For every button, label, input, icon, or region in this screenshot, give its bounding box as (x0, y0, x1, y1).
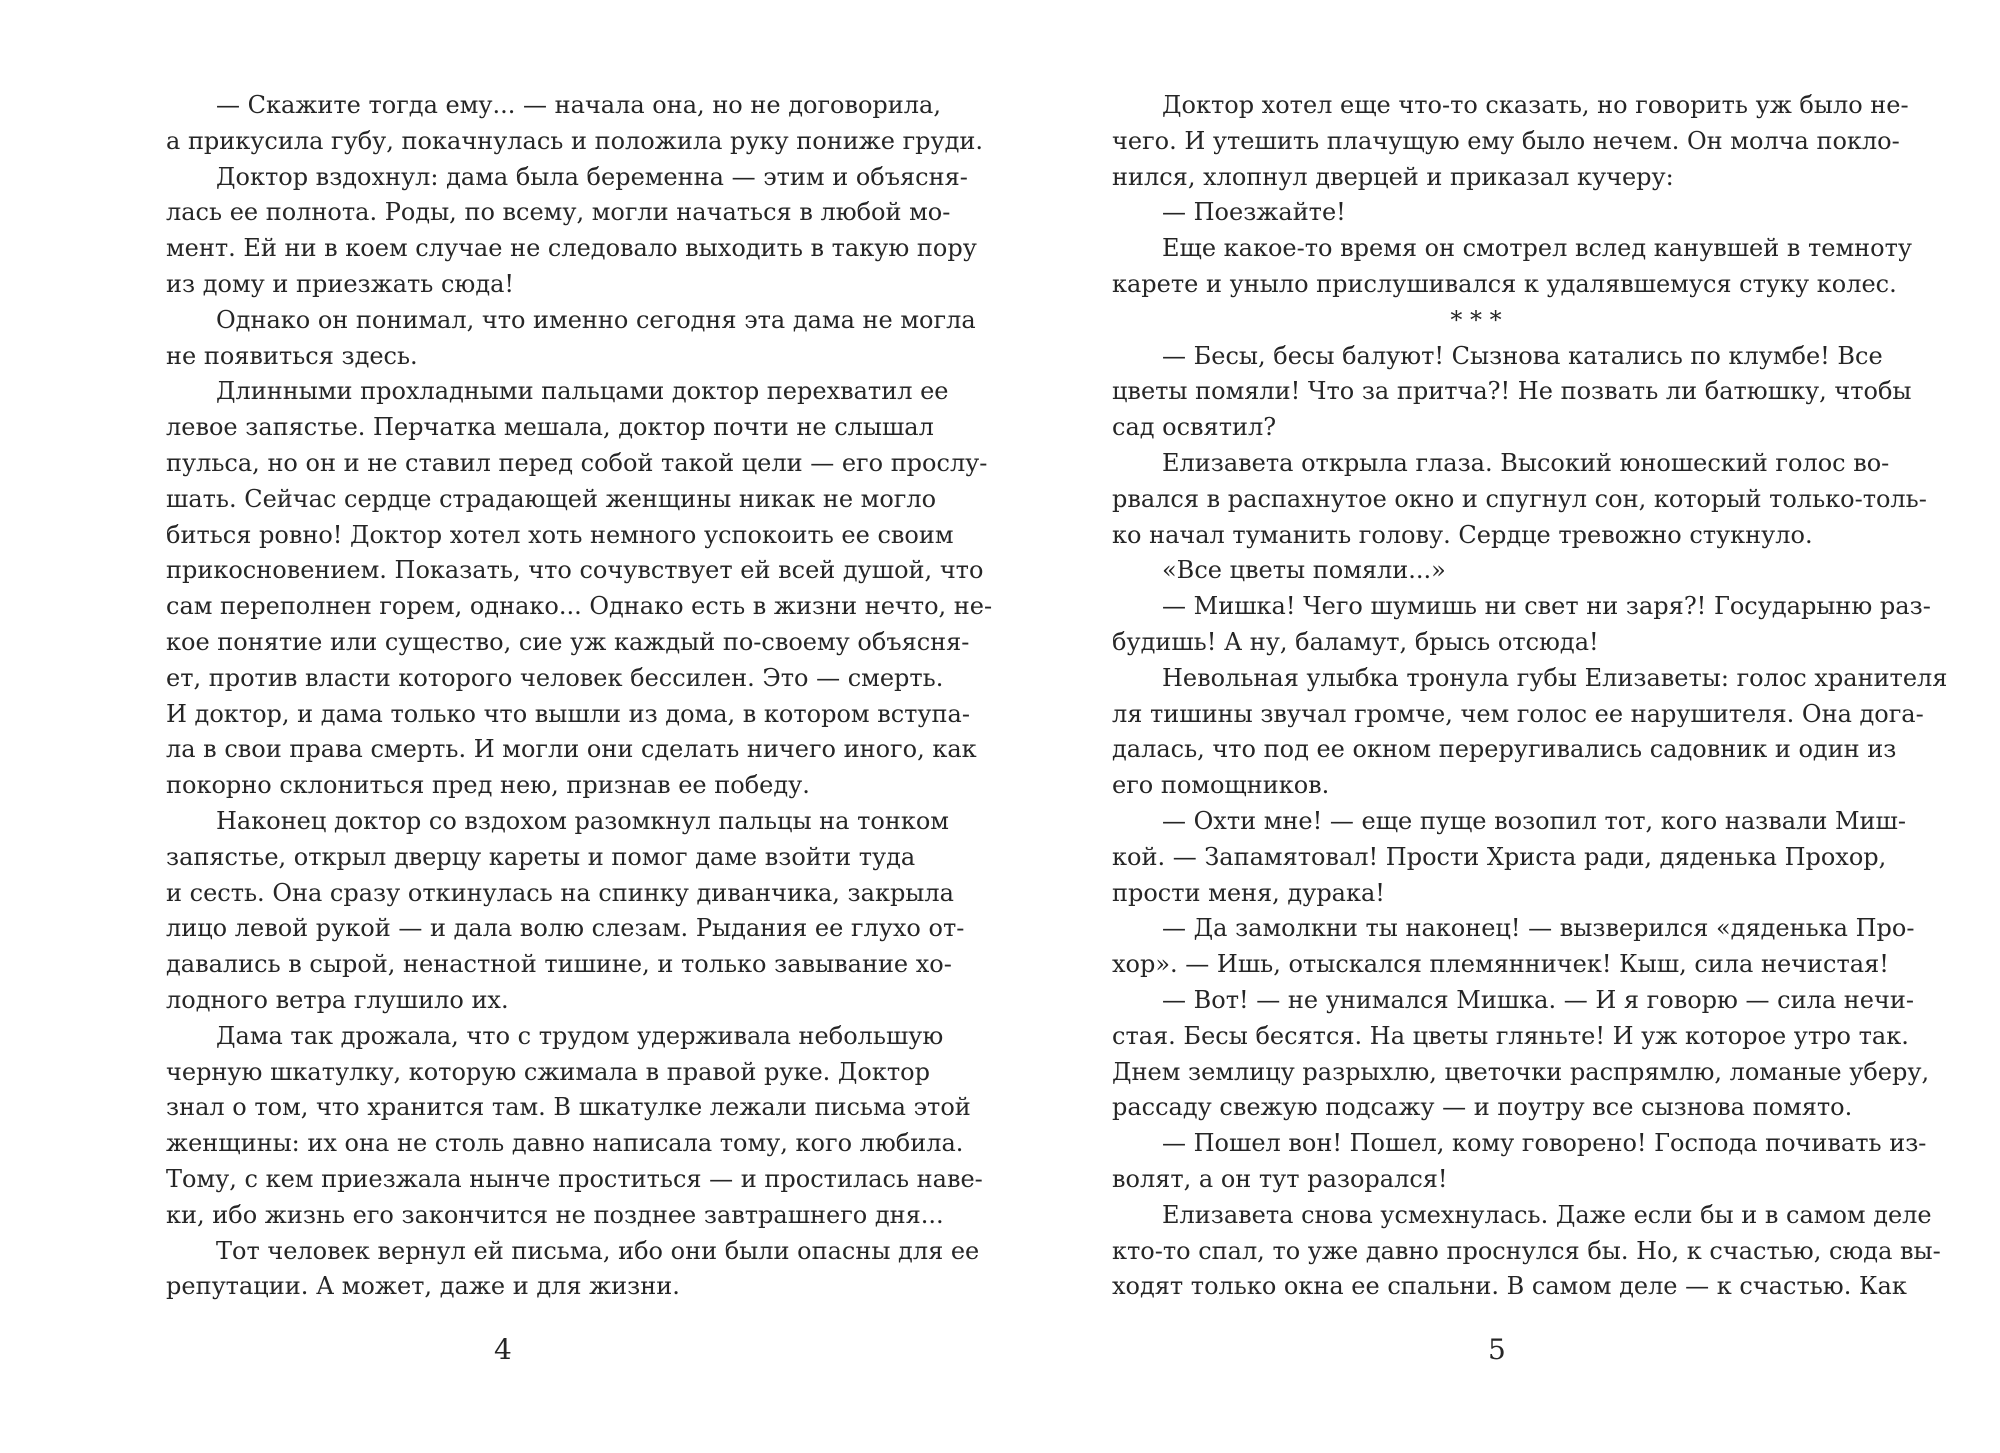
text-line: лась ее полнота. Роды, по всему, могли начаться в любой мо- (166, 198, 951, 227)
text-line: ходят только окна ее спальни. В самом деле — к счастью. Как (1112, 1272, 1907, 1301)
text-line: стая. Бесы бесятся. На цветы гляньте! И уж которое утро так. (1112, 1021, 1909, 1050)
text-line: сад освятил? (1112, 413, 1277, 442)
text-line: — Да замолкни ты наконец! — вызверился «дяденька Про- (1162, 914, 1915, 943)
text-line: — Скажите тогда ему... — начала она, но не договорила, (216, 91, 941, 119)
text-line: ля тишины звучал громче, чем голос ее нарушителя. Она дога- (1112, 699, 1924, 728)
text-line: Дама так дрожала, что с трудом удерживала небольшую (216, 1021, 944, 1050)
text-line: волят, а он тут разорался! (1112, 1164, 1448, 1193)
text-line: биться ровно! Доктор хотел хоть немного успокоить ее своим (166, 520, 954, 549)
text-line: лицо левой рукой — и дала волю слезам. Рыдания ее глухо от- (166, 914, 965, 943)
text-line: прости меня, дурака! (1112, 878, 1385, 907)
text-line: покорно склониться пред нею, признав ее победу. (166, 771, 810, 800)
text-line: сам переполнен горем, однако... Однако есть в жизни нечто, не- (166, 592, 993, 621)
text-line: Еще какое-то время он смотрел вслед канувшей в темноту (1162, 234, 1912, 263)
text-line: И доктор, и дама только что вышли из дома, в котором вступа- (166, 699, 970, 728)
text-line: хор». — Ишь, отыскался племянничек! Кыш, сила нечистая! (1112, 950, 1889, 979)
text-line: а прикусила губу, покачнулась и положила руку пониже груди. (166, 126, 984, 155)
text-line: шать. Сейчас сердце страдающей женщины никак не могло (166, 484, 937, 513)
text-line: давались в сырой, ненастной тишине, и только завывание хо- (166, 950, 952, 979)
text-line: Тот человек вернул ей письма, ибо они были опасны для ее (216, 1236, 980, 1265)
text-line: рассаду свежую подсажу — и поутру все сызнова помято. (1112, 1093, 1853, 1122)
text-line: из дому и приезжать сюда! (166, 269, 515, 298)
text-line: цветы помяли! Что за притча?! Не позвать ли батюшку, чтобы (1112, 377, 1912, 406)
text-line: запястье, открыл дверцу кареты и помог даме взойти туда (166, 842, 916, 871)
text-line: его помощников. (1112, 771, 1330, 800)
text-line: — Мишка! Чего шумишь ни свет ни заря?! Государыню раз- (1162, 592, 1931, 621)
text-line: черную шкатулку, которую сжимала в правой руке. Доктор (166, 1057, 930, 1086)
text-line: — Бесы, бесы балуют! Сызнова катались по клумбе! Все (1162, 341, 1883, 370)
text-line: мент. Ей ни в коем случае не следовало выходить в такую пору (166, 234, 977, 263)
text-line: — Поезжайте! (1162, 198, 1346, 227)
text-line: Днем землицу разрыхлю, цветочки распрямлю, ломаные уберу, (1112, 1057, 1930, 1086)
left-page-text (166, 88, 993, 1305)
text-line: Елизавета снова усмехнулась. Даже если бы и в самом деле (1162, 1200, 1932, 1229)
text-line: и сесть. Она сразу откинулась на спинку диванчика, закрыла (166, 878, 954, 907)
text-line: далась, что под ее окном переругивались садовник и один из (1112, 735, 1897, 764)
text-line: «Все цветы помяли...» (1162, 556, 1446, 585)
text-line: Невольная улыбка тронула губы Елизаветы: голос хранителя (1162, 663, 1948, 692)
text-line: — Охти мне! — еще пуще возопил тот, кого назвали Миш- (1162, 806, 1906, 835)
text-line: ко начал туманить голову. Сердце тревожно стукнуло. (1112, 520, 1813, 549)
text-line: ла в свои права смерть. И могли они сделать ничего иного, как (166, 735, 977, 764)
text-line: знал о том, что хранится там. В шкатулке лежали письма этой (166, 1093, 971, 1122)
text-line: нился, хлопнул дверцей и приказал кучеру: (1112, 162, 1674, 191)
right-page (1000, 0, 2000, 1453)
left-page-number: 4 (494, 1333, 512, 1366)
text-line: Наконец доктор со вздохом разомкнул пальцы на тонком (216, 806, 949, 835)
text-line: ки, ибо жизнь его закончится не позднее завтрашнего дня... (166, 1200, 944, 1229)
text-line: ет, против власти которого человек бессилен. Это — смерть. (166, 663, 944, 692)
text-line: женщины: их она не столь давно написала тому, кого любила. (166, 1129, 964, 1158)
text-line: Однако он понимал, что именно сегодня эта дама не могла (216, 305, 976, 334)
text-line: Елизавета открыла глаза. Высокий юношеский голос во- (1162, 448, 1890, 477)
text-line: Доктор вздохнул: дама была беременна — этим и объяcня- (216, 162, 968, 191)
text-line: — Вот! — не унимался Мишка. — И я говорю — сила нечи- (1162, 985, 1914, 1014)
right-page-number: 5 (1488, 1333, 1506, 1366)
text-line: не появиться здесь. (166, 341, 418, 370)
text-line: — Пошел вон! Пошел, кому говорено! Господа почивать из- (1162, 1129, 1927, 1158)
text-line: кой. — Запамятовал! Прости Христа ради, дяденька Прохор, (1112, 842, 1887, 871)
text-line: репутации. А может, даже и для жизни. (166, 1272, 680, 1301)
text-line: прикосновением. Показать, что сочувствует ей всей душой, что (166, 556, 984, 585)
text-line: Доктор хотел еще что-то сказать, но говорить уж было не- (1162, 91, 1909, 119)
text-line: кто-то спал, то уже давно проснулся бы. Но, к счастью, сюда вы- (1112, 1236, 1941, 1265)
text-line: будишь! А ну, баламут, брысь отсюда! (1112, 627, 1599, 656)
text-line: пульса, но он и не ставил перед собой такой цели — его прослу- (166, 448, 988, 477)
section-separator: * * * (1450, 305, 1502, 334)
text-line: рвался в распахнутое окно и спугнул сон, который только-толь- (1112, 484, 1927, 513)
text-line: чего. И утешить плачущую ему было нечем. Он молча покло- (1112, 126, 1900, 155)
text-line: лодного ветра глушило их. (166, 985, 509, 1014)
text-line: кое понятие или существо, сие уж каждый по-своему объясня- (166, 627, 970, 656)
text-line: Тому, с кем приезжала нынче проститься — и простилась наве- (166, 1164, 983, 1193)
text-line: левое запястье. Перчатка мешала, доктор почти не слышал (166, 413, 934, 442)
right-page-text (1112, 88, 1948, 1305)
text-line: карете и уныло прислушивался к удалявшемуся стуку колес. (1112, 269, 1897, 298)
text-line: Длинными прохладными пальцами доктор перехватил ее (216, 377, 949, 406)
